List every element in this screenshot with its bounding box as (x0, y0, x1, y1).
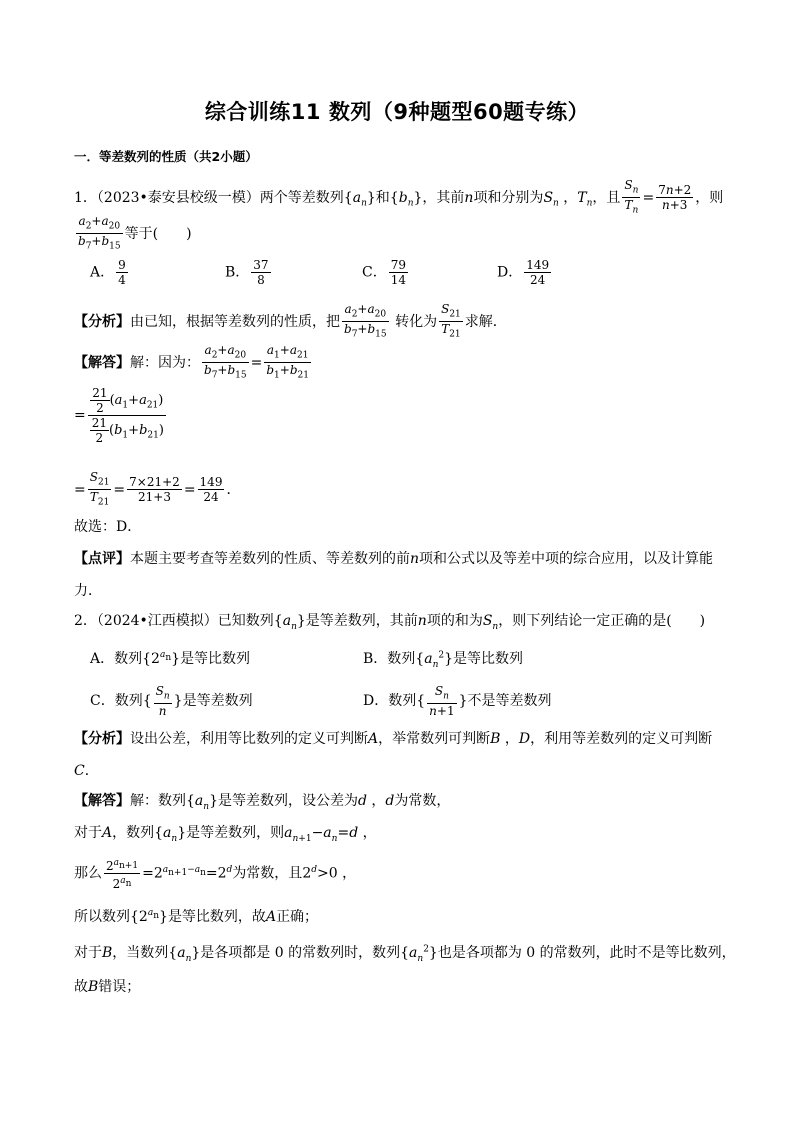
q1-step-3: = $\frac{S_{21}}{T_{21}}$ = $\frac{7\times 21+2}{21+3}$ = $\frac{149}{24}$ ． (74, 470, 241, 508)
q1-step-2: = $\frac{21}{2}$ $(a_1+a_{21})$ $\frac{21}{2}$ $(b_1+b_{21})$ (74, 386, 164, 445)
question-1-ask: $\frac{a_2+a_{20}}{b_7+b_{15}}$ 等于( ) (78, 214, 192, 252)
q2-line-4: 所以数列$\{2^{a_n}\}$是等比数列，故A正确； (74, 908, 319, 925)
q1-analysis: 【分析】由已知，根据等差数列的性质，把 $\frac{a_2+a_{20}}{b_7+b_{15}}$ 转化为 $\frac{S_{21}}{T_{21}}$ 求解． (74, 302, 507, 340)
section-heading: 一．等差数列的性质（共2小题） (74, 149, 258, 164)
q1-option-d: D． $\frac{149}{24}$ (497, 258, 550, 287)
q1-comment-end: 力． (74, 583, 102, 599)
q2-option-c: C．数列{ $\frac{S_n}{n}$ }是等差数列 (90, 684, 253, 719)
q2-option-d: D．数列{ $\frac{S_n}{n+1}$ }不是等差数列 (363, 684, 552, 719)
q1-answer: 【解答】解：因为： $\frac{a_2+a_{20}}{b_7+b_{15}}$ = $\frac{a_1+a_{21}}{b_1+b_{21}}$ (74, 343, 309, 381)
q2-analysis: 【分析】设出公差，利用等比数列的定义可判断A，举常数列可判断B ，D，利用等差数列的定义可判断 (74, 731, 713, 747)
q2-analysis-end: C． (74, 763, 99, 779)
q2-option-b: B．数列$\{a_n^2\}$是等比数列 (363, 650, 524, 670)
q2-option-a: A．数列$\{2^{a_n}\}$是等比数列 (90, 650, 251, 667)
q1-option-b: B． $\frac{37}{8}$ (225, 258, 269, 287)
q1-option-c: C． $\frac{79}{14}$ (362, 258, 406, 287)
q2-line-3: 那么 $\frac{2^{a_{n+1}}}{2^{a_n}}$ $=2^{a_{n+1}-a_n}=2^d$为常数，且$2^d>0$ ， (74, 858, 357, 891)
q2-line-5: 对于B，当数列$\{a_n\}$是各项都是 0 的常数列时，数列$\{a_n^2\}$也是各项都为 0 的常数列，此时不是等比数列， (74, 944, 736, 964)
q1-option-a: A． $\frac{9}{4}$ (90, 258, 126, 287)
q2-answer: 【解答】解：数列$\{a_n\}$是等差数列，设公差为d ，d为常数， (74, 793, 451, 812)
question-1-stem: 1．（2023•泰安县校级一模）两个等差数列$\{a_n\}$和$\{b_n\}$，其前n项和分别为$S_n$ ，$T_n$，且 $\frac{S_n}{T_n}$ = $\frac{7n+2}{n+3}$ ，则 (74, 178, 724, 216)
page-title: 综合训练11 数列（9种题型60题专练） (204, 100, 590, 124)
q2-line-6: 故B错误； (74, 979, 141, 995)
q1-conclusion: 故选：D． (74, 519, 142, 535)
q2-line-2: 对于A，数列$\{a_n\}$是等差数列，则$a_{n+1}-a_n=d$ ， (74, 825, 377, 844)
question-2-stem: 2．（2024•江西模拟）已知数列$\{a_n\}$是等差数列，其前n项的和为$S_n$，则下列结论一定正确的是( ) (74, 613, 706, 632)
q1-comment: 【点评】本题主要考查等差数列的性质、等差数列的前n项和公式以及等差中项的综合应用，以及计算能 (74, 551, 714, 567)
